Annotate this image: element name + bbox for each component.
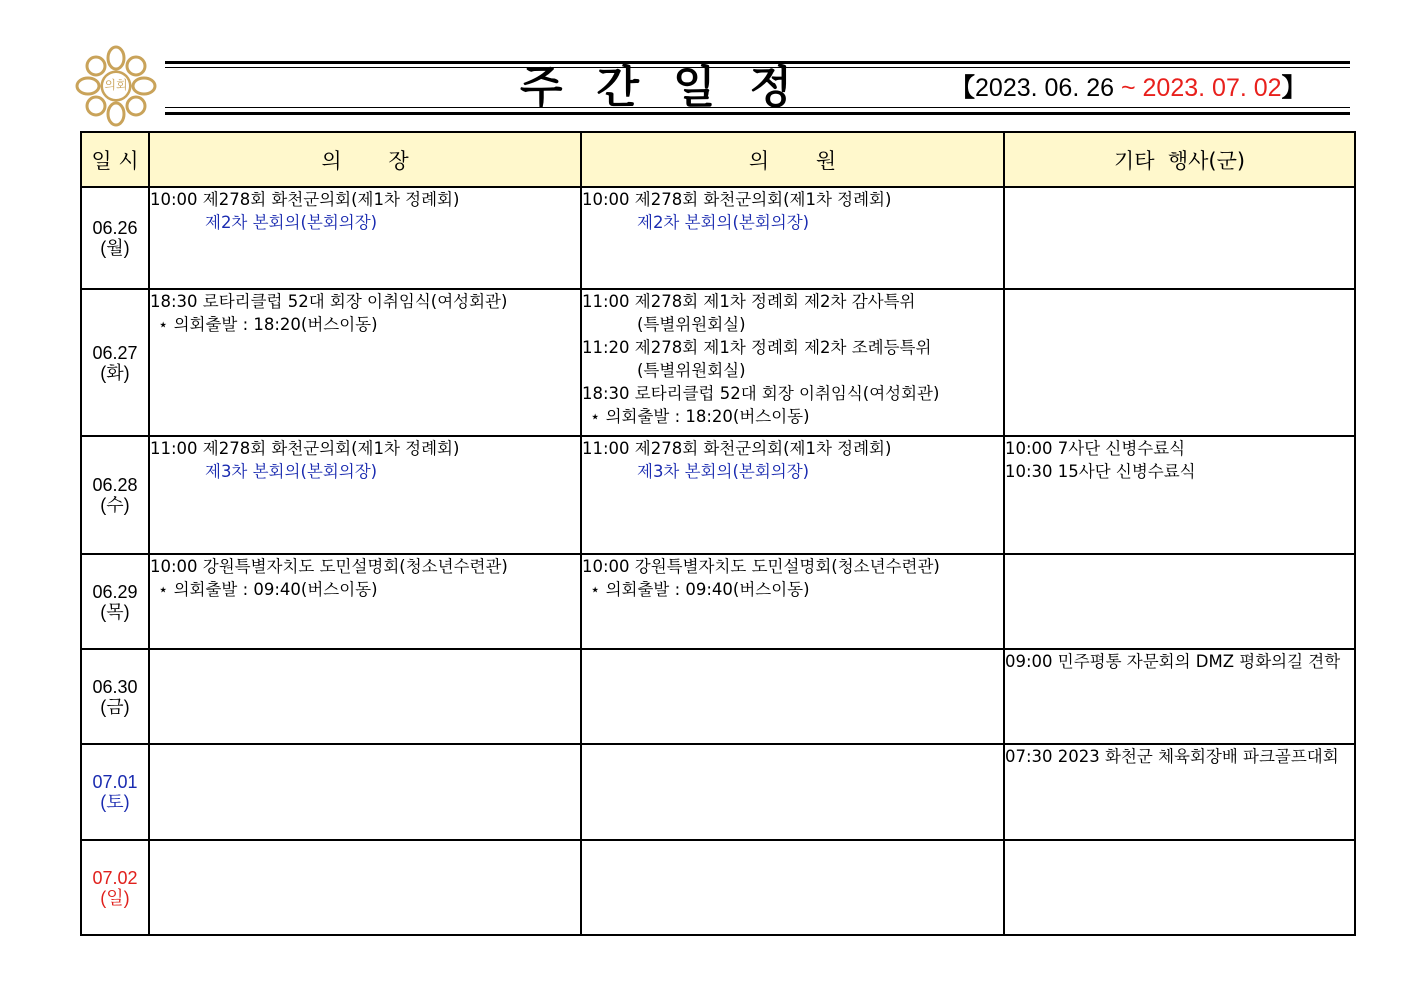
schedule-entry: 09:00 민주평통 자문회의 DMZ 평화의길 견학 (1005, 652, 1341, 671)
date-cell (81, 840, 149, 935)
table-row (81, 187, 1355, 289)
schedule-entry: ⋆ 의회출발 : 18:20(버스이동) (590, 407, 810, 426)
schedule-entry: 18:30 로타리클럽 52대 회장 이취임식(여성회관) (150, 292, 508, 311)
others-schedule-cell (1004, 554, 1355, 649)
page-title: 주간일정 (520, 62, 827, 113)
table-row (81, 289, 1355, 436)
date-value: 07.02 (92, 867, 138, 888)
range-close-bracket: 】 (1281, 74, 1307, 102)
schedule-entry: 제2차 본회의(본회의장) (637, 213, 810, 232)
chair-schedule-cell (149, 649, 581, 744)
date-value: 07.01 (92, 772, 138, 792)
others-schedule-cell (1004, 289, 1355, 436)
schedule-entry: (특별위원회실) (637, 361, 746, 380)
schedule-entry: 제3차 본회의(본회의장) (637, 462, 810, 481)
date-cell (81, 554, 149, 649)
header-other-events: 기타 행사(군) (1004, 132, 1355, 187)
schedule-entry: ⋆ 의회출발 : 09:40(버스이동) (590, 580, 810, 599)
others-schedule-cell (1004, 649, 1355, 744)
table-row (81, 436, 1355, 554)
schedule-entry: 10:30 15사단 신병수료식 (1005, 462, 1196, 481)
weekday-value: (토) (100, 792, 130, 812)
range-end: 2023. 07. 02 (1142, 74, 1282, 102)
weekday-value: (수) (100, 495, 130, 515)
table-header-row (81, 132, 1355, 187)
range-open-bracket: 【 (950, 74, 976, 102)
date-value: 06.28 (92, 475, 138, 495)
weekday-value: (금) (100, 696, 130, 717)
date-cell (81, 744, 149, 840)
date-value: 06.27 (92, 342, 138, 363)
members-schedule-cell (581, 649, 1004, 744)
schedule-entry: 제2차 본회의(본회의장) (205, 213, 378, 232)
date-cell (81, 187, 149, 289)
others-schedule-cell (1004, 744, 1355, 840)
others-schedule-cell (1004, 187, 1355, 289)
schedule-entry: 10:00 7사단 신병수료식 (1005, 439, 1186, 458)
date-value: 06.29 (92, 581, 138, 602)
schedule-entry: 18:30 로타리클럽 52대 회장 이취임식(여성회관) (582, 384, 940, 403)
weekday-value: (목) (100, 601, 130, 622)
header-chair: 의 장 (149, 132, 581, 187)
weekday-value: (화) (100, 362, 130, 383)
date-range (950, 72, 1307, 104)
weekday-value: (일) (100, 887, 130, 908)
schedule-entry: 11:00 제278회 화천군의회(제1차 정례회) (582, 439, 892, 458)
table-row (81, 840, 1355, 935)
schedule-entry: 11:00 제278회 제1차 정례회 제2차 감사특위 (582, 292, 916, 311)
others-schedule-cell (1004, 840, 1355, 935)
chair-schedule-cell (149, 554, 581, 649)
emblem-label: 의회 (104, 78, 128, 92)
chair-schedule-cell (149, 187, 581, 289)
table-row (81, 649, 1355, 744)
chair-schedule-cell (149, 289, 581, 436)
date-cell (81, 649, 149, 744)
members-schedule-cell (581, 840, 1004, 935)
others-schedule-cell (1004, 436, 1355, 554)
schedule-entry: 07:30 2023 화천군 체육회장배 파크골프대회 (1005, 747, 1339, 766)
members-schedule-cell (581, 554, 1004, 649)
date-cell (81, 436, 149, 554)
schedule-entry: 10:00 강원특별자치도 도민설명회(청소년수련관) (582, 557, 940, 576)
members-schedule-cell (581, 187, 1004, 289)
chair-schedule-cell (149, 436, 581, 554)
range-start: 2023. 06. 26 (975, 74, 1115, 102)
range-separator: ~ (1114, 74, 1143, 102)
schedule-entry: ⋆ 의회출발 : 18:20(버스이동) (158, 315, 378, 334)
members-schedule-cell (581, 744, 1004, 840)
chair-schedule-cell (149, 744, 581, 840)
members-schedule-cell (581, 436, 1004, 554)
table-row (81, 744, 1355, 840)
schedule-entry: 10:00 제278회 화천군의회(제1차 정례회) (582, 190, 892, 209)
schedule-entry: 10:00 제278회 화천군의회(제1차 정례회) (150, 190, 460, 209)
date-value: 06.26 (92, 218, 138, 238)
members-schedule-cell (581, 289, 1004, 436)
schedule-entry: 10:00 강원특별자치도 도민설명회(청소년수련관) (150, 557, 508, 576)
date-cell (81, 289, 149, 436)
weekly-schedule-table (80, 131, 1356, 936)
schedule-entry: ⋆ 의회출발 : 09:40(버스이동) (158, 580, 378, 599)
header-members: 의 원 (581, 132, 1004, 187)
header-datetime: 일 시 (81, 132, 149, 187)
date-value: 06.30 (92, 676, 138, 697)
table-row (81, 554, 1355, 649)
schedule-entry: (특별위원회실) (637, 315, 746, 334)
weekday-value: (월) (100, 238, 130, 258)
schedule-entry: 제3차 본회의(본회의장) (205, 462, 378, 481)
council-emblem-icon (70, 42, 162, 130)
chair-schedule-cell (149, 840, 581, 935)
schedule-entry: 11:20 제278회 제1차 정례회 제2차 조례등특위 (582, 338, 932, 357)
schedule-entry: 11:00 제278회 화천군의회(제1차 정례회) (150, 439, 460, 458)
